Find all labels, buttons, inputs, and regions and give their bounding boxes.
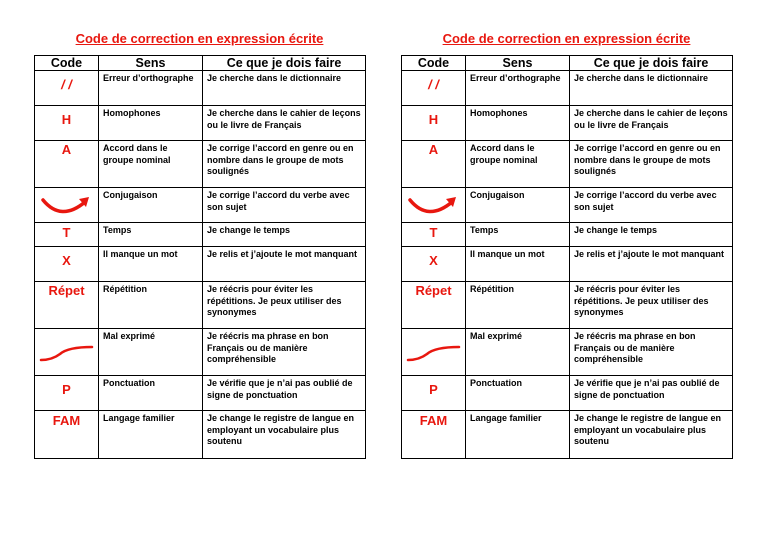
code-cell: H [35,106,99,141]
table-row [35,141,366,188]
table-row [35,376,366,411]
action-cell: Je relis et j’ajoute le mot manquant [203,247,366,282]
header-sens: Sens [99,56,203,71]
correction-table [401,55,733,459]
table-row [402,329,733,376]
table-row [402,376,733,411]
code-cell [402,329,466,376]
table-row [35,411,366,459]
header-sens: Sens [466,56,570,71]
wavy-line-icon [38,342,96,364]
wavy-line-icon [405,342,463,364]
action-cell: Je corrige l’accord en genre ou en nombre dans le groupe de mots soulignés [570,141,733,188]
action-cell: Je cherche dans le dictionnaire [570,71,733,106]
sens-cell: Il manque un mot [466,247,570,282]
card-title: Code de correction en expression écrite [442,31,691,46]
sens-cell: Accord dans le groupe nominal [99,141,203,188]
code-cell [35,188,99,223]
code-cell: P [35,376,99,411]
action-cell: Je change le temps [203,223,366,247]
header-code: Code [402,56,466,71]
sens-cell: Erreur d’orthographe [466,71,570,106]
sens-cell: Il manque un mot [99,247,203,282]
code-cell [402,188,466,223]
table-row [402,247,733,282]
action-cell: Je change le registre de langue en employant un vocabulaire plus soutenu [203,411,366,459]
curved-arrow-icon [406,192,462,218]
sens-cell: Homophones [466,106,570,141]
code-cell: H [402,106,466,141]
code-cell: FAM [35,411,99,459]
code-cell: FAM [402,411,466,459]
action-cell: Je cherche dans le dictionnaire [203,71,366,106]
table-row [402,106,733,141]
code-cell: A [35,141,99,188]
sens-cell: Erreur d’orthographe [99,71,203,106]
action-cell: Je réécris pour éviter les répétitions. Je peux utiliser des synonymes [570,282,733,329]
table-row [35,71,366,106]
table-row [35,329,366,376]
table-row [402,411,733,459]
table-header-row [402,56,733,71]
code-cell: X [402,247,466,282]
table-row [35,247,366,282]
table-row [402,188,733,223]
action-cell: Je corrige l’accord en genre ou en nombre dans le groupe de mots soulignés [203,141,366,188]
sens-cell: Répétition [99,282,203,329]
action-cell: Je cherche dans le cahier de leçons ou le livre de Français [570,106,733,141]
table-row [402,141,733,188]
sens-cell: Conjugaison [466,188,570,223]
sens-cell: Accord dans le groupe nominal [466,141,570,188]
code-cell: Répet [35,282,99,329]
action-cell: Je réécris ma phrase en bon Français ou de manière compréhensible [203,329,366,376]
sens-cell: Répétition [466,282,570,329]
action-cell: Je réécris ma phrase en bon Français ou de manière compréhensible [570,329,733,376]
action-cell: Je relis et j’ajoute le mot manquant [570,247,733,282]
code-cell: Répet [402,282,466,329]
sens-cell: Temps [466,223,570,247]
sens-cell: Ponctuation [466,376,570,411]
code-cell: / / [35,71,99,106]
table-row [35,188,366,223]
code-cell: / / [402,71,466,106]
table-row [402,223,733,247]
header-action: Ce que je dois faire [570,56,733,71]
action-cell: Je réécris pour éviter les répétitions. Je peux utiliser des synonymes [203,282,366,329]
table-row [402,71,733,106]
action-cell: Je cherche dans le cahier de leçons ou le livre de Français [203,106,366,141]
table-row [35,106,366,141]
sens-cell: Mal exprimé [99,329,203,376]
code-cell: A [402,141,466,188]
sens-cell: Conjugaison [99,188,203,223]
code-cell [35,329,99,376]
sens-cell: Langage familier [466,411,570,459]
action-cell: Je change le registre de langue en employant un vocabulaire plus soutenu [570,411,733,459]
sens-cell: Homophones [99,106,203,141]
action-cell: Je vérifie que je n’ai pas oublié de signe de ponctuation [203,376,366,411]
table-header-row [35,56,366,71]
curved-arrow-icon [39,192,95,218]
card-title: Code de correction en expression écrite [75,31,324,46]
code-cell: X [35,247,99,282]
action-cell: Je vérifie que je n’ai pas oublié de signe de ponctuation [570,376,733,411]
header-action: Ce que je dois faire [203,56,366,71]
code-cell: P [402,376,466,411]
action-cell: Je corrige l’accord du verbe avec son sujet [203,188,366,223]
table-row [35,282,366,329]
action-cell: Je change le temps [570,223,733,247]
code-cell: T [402,223,466,247]
code-cell: T [35,223,99,247]
sens-cell: Temps [99,223,203,247]
sens-cell: Mal exprimé [466,329,570,376]
header-code: Code [35,56,99,71]
action-cell: Je corrige l’accord du verbe avec son sujet [570,188,733,223]
sens-cell: Ponctuation [99,376,203,411]
table-row [402,282,733,329]
sens-cell: Langage familier [99,411,203,459]
table-row [35,223,366,247]
correction-table [34,55,366,459]
